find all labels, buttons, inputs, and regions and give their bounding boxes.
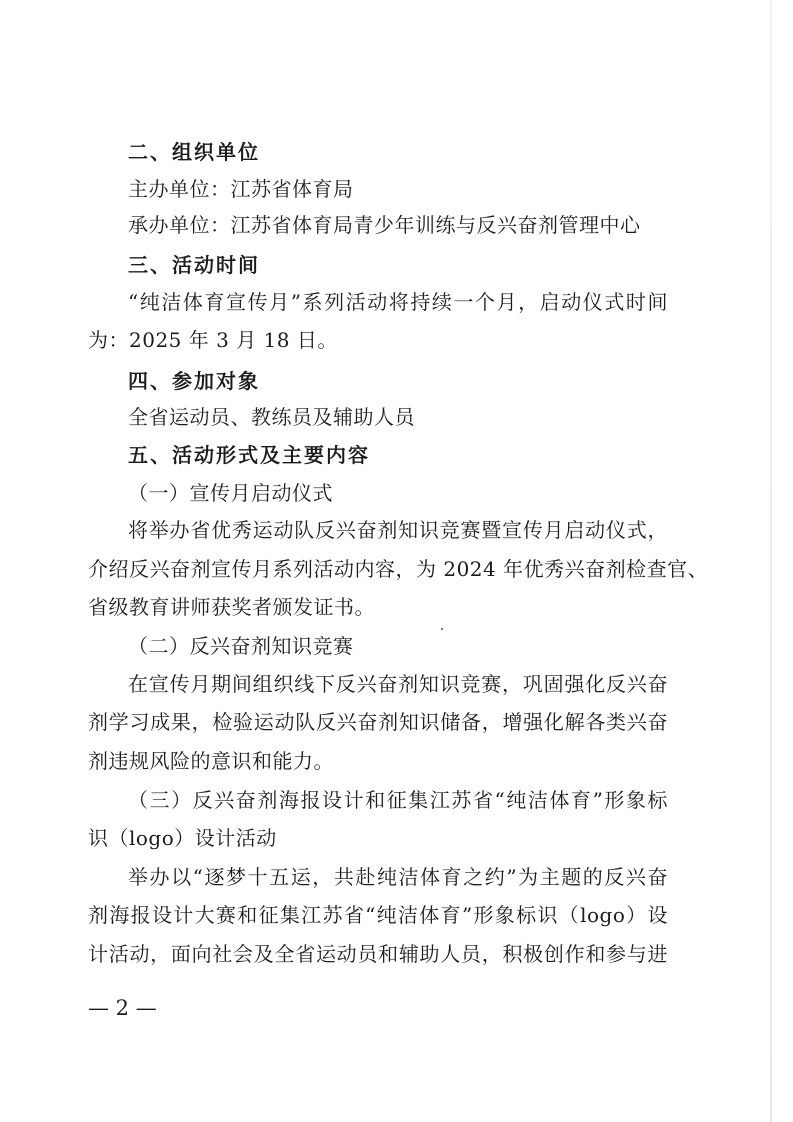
- paragraph-line: 在宣传月期间组织线下反兴奋剂知识竞赛，巩固强化反兴奋: [128, 672, 668, 696]
- paragraph-line: 介绍反兴奋剂宣传月系列活动内容，为 2024 年优秀兴奋剂检查官、: [88, 557, 709, 581]
- subsection-heading-3-cont: 识（logo）设计活动: [88, 826, 277, 850]
- paragraph-line: 计活动，面向社会及全省运动员和辅助人员，积极创作和参与进: [88, 942, 668, 966]
- subsection-heading-3: （三）反兴奋剂海报设计和征集江苏省“纯洁体育”形象标: [128, 788, 668, 812]
- scan-speck: [441, 628, 443, 630]
- section-heading-4: 四、参加对象: [128, 369, 260, 393]
- paragraph-line: 省级教育讲师获奖者颁发证书。: [88, 595, 375, 619]
- paragraph-line: 剂海报设计大赛和征集江苏省“纯洁体育”形象标识（logo）设: [88, 903, 668, 927]
- paragraph-line: 剂学习成果，检验运动队反兴奋剂知识储备，增强化解各类兴奋: [88, 710, 668, 734]
- paragraph-line: 全省运动员、教练员及辅助人员: [128, 405, 415, 429]
- paragraph-line: 剂违规风险的意识和能力。: [88, 749, 334, 773]
- subsection-heading-1: （一）宣传月启动仪式: [128, 481, 333, 505]
- page-number: — 2 —: [88, 996, 157, 1020]
- paragraph-line: “纯洁体育宣传月”系列活动将持续一个月，启动仪式时间: [128, 290, 668, 314]
- paragraph-line: 举办以“逐梦十五运，共赴纯洁体育之约”为主题的反兴奋: [128, 865, 668, 889]
- organizer-line: 主办单位：江苏省体育局: [128, 177, 354, 201]
- section-heading-2: 二、组织单位: [128, 140, 260, 164]
- subsection-heading-2: （二）反兴奋剂知识竞赛: [128, 634, 354, 658]
- paragraph-line: 将举办省优秀运动队反兴奋剂知识竞赛暨宣传月启动仪式，: [128, 518, 668, 542]
- scan-edge-shadow: [770, 0, 772, 1122]
- paragraph-line: 为：2025 年 3 月 18 日。: [88, 328, 338, 352]
- section-heading-3: 三、活动时间: [128, 253, 260, 277]
- section-heading-5: 五、活动形式及主要内容: [128, 443, 370, 467]
- co-organizer-line: 承办单位：江苏省体育局青少年训练与反兴奋剂管理中心: [128, 213, 641, 237]
